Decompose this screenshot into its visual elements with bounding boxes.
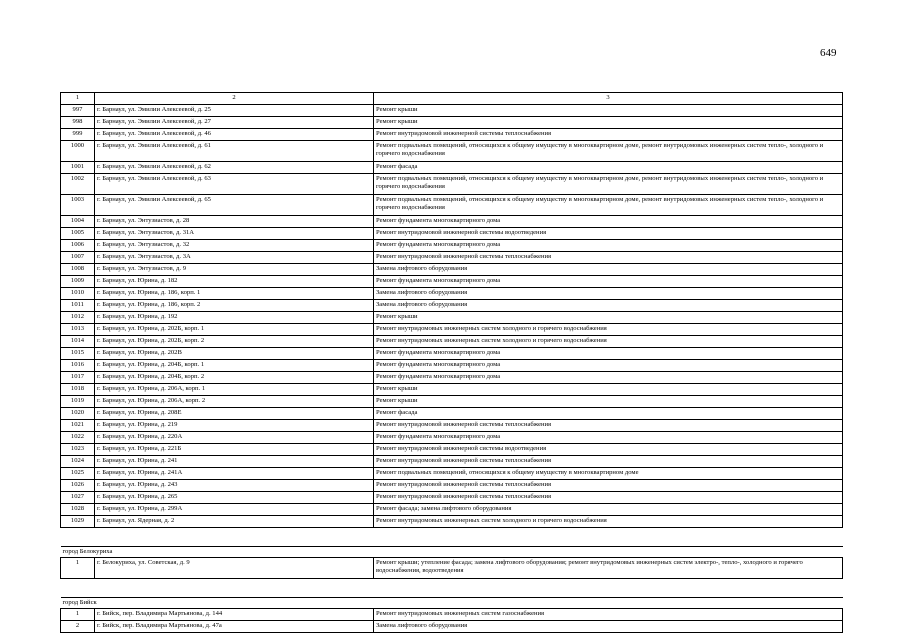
work-type-cell: Ремонт подвальных помещений, относящихся к общему имуществу в многоквартирном доме, ремонт внутридомовых инженерных систем тепло-, холодного и горячего водоснабжения	[374, 141, 843, 162]
address-cell: г. Бийск, пер. Владимира Мартьянова, д. 47а	[95, 621, 374, 633]
row-number-cell: 1	[61, 558, 95, 579]
address-cell: г. Барнаул, ул. Юрина, д. 204Б, корп. 2	[95, 372, 374, 384]
table-row	[61, 558, 843, 579]
work-type-cell: Замена лифтового оборудования	[374, 300, 843, 312]
address-cell: г. Барнаул, ул. Юрина, д. 182	[95, 276, 374, 288]
table-row	[61, 312, 843, 324]
row-number-cell: 1002	[61, 174, 95, 195]
row-number-cell: 1023	[61, 444, 95, 456]
work-type-cell: Ремонт фасада; замена лифтового оборудования	[374, 504, 843, 516]
table-row	[61, 129, 843, 141]
work-type-cell: Ремонт крыши	[374, 105, 843, 117]
section-heading: город Белокуриха	[61, 547, 843, 558]
row-number-cell: 1007	[61, 252, 95, 264]
table-row	[61, 444, 843, 456]
section-spacer	[61, 579, 843, 598]
work-type-cell: Ремонт внутридомовой инженерной системы водоотведения	[374, 444, 843, 456]
row-number-cell: 1001	[61, 162, 95, 174]
row-number-cell: 997	[61, 105, 95, 117]
table-row	[61, 336, 843, 348]
table-row	[61, 432, 843, 444]
row-number-cell: 1019	[61, 396, 95, 408]
row-number-cell: 1013	[61, 324, 95, 336]
work-type-cell: Ремонт подвальных помещений, относящихся к общему имуществу в многоквартирном доме, ремонт внутридомовых инженерных систем тепло-, холодного и горячего водоснабжения	[374, 174, 843, 195]
row-number-cell: 1011	[61, 300, 95, 312]
address-cell: г. Барнаул, ул. Юрина, д. 299А	[95, 504, 374, 516]
table-row	[61, 252, 843, 264]
address-cell: г. Барнаул, ул. Юрина, д. 219	[95, 420, 374, 432]
work-type-cell: Ремонт внутридомовых инженерных систем холодного и горячего водоснабжения	[374, 516, 843, 528]
work-type-cell: Ремонт подвальных помещений, относящихся к общему имуществу в многоквартирном доме, ремонт внутридомовых инженерных систем тепло-, холодного и горячего водоснабжения	[374, 195, 843, 216]
row-number-cell: 1018	[61, 384, 95, 396]
address-cell: г. Барнаул, ул. Энтузиастов, д. 32	[95, 240, 374, 252]
row-number-cell: 999	[61, 129, 95, 141]
work-type-cell: Ремонт внутридомовых инженерных систем холодного и горячего водоснабжения	[374, 336, 843, 348]
work-type-cell: Ремонт фасада	[374, 162, 843, 174]
table-row	[61, 420, 843, 432]
address-cell: г. Барнаул, ул. Юрина, д. 206А, корп. 1	[95, 384, 374, 396]
address-cell: г. Барнаул, ул. Энтузиастов, д. 9	[95, 264, 374, 276]
page-number: 649	[820, 47, 837, 59]
address-cell: г. Барнаул, ул. Юрина, д. 208Е	[95, 408, 374, 420]
table-row	[61, 162, 843, 174]
table-row	[61, 348, 843, 360]
work-type-cell: Замена лифтового оборудования	[374, 621, 843, 633]
address-cell: г. Барнаул, ул. Эмилии Алексеевой, д. 27	[95, 117, 374, 129]
work-type-cell: Ремонт крыши	[374, 396, 843, 408]
table-row	[61, 117, 843, 129]
address-cell: г. Бийск, пер. Владимира Мартьянова, д. 144	[95, 609, 374, 621]
row-number-cell: 2	[61, 621, 95, 633]
row-number-cell: 1004	[61, 216, 95, 228]
address-cell: г. Барнаул, ул. Юрина, д. 202Б, корп. 1	[95, 324, 374, 336]
work-type-cell: Ремонт крыши	[374, 384, 843, 396]
row-number-cell: 1014	[61, 336, 95, 348]
work-type-cell: Ремонт внутридомовой инженерной системы теплоснабжения	[374, 456, 843, 468]
table-row	[61, 228, 843, 240]
table-row	[61, 324, 843, 336]
address-cell: г. Барнаул, ул. Энтузиастов, д. 3А	[95, 252, 374, 264]
table-row	[61, 504, 843, 516]
address-cell: г. Белокуриха, ул. Советская, д. 9	[95, 558, 374, 579]
table-row	[61, 609, 843, 621]
work-type-cell: Ремонт крыши	[374, 312, 843, 324]
work-type-cell: Ремонт фундамента многоквартирного дома	[374, 372, 843, 384]
work-type-cell: Замена лифтового оборудования	[374, 288, 843, 300]
row-number-cell: 1009	[61, 276, 95, 288]
work-type-cell: Ремонт фундамента многоквартирного дома	[374, 276, 843, 288]
work-type-cell: Ремонт внутридомовой инженерной системы теплоснабжения	[374, 420, 843, 432]
row-number-cell: 1024	[61, 456, 95, 468]
address-cell: г. Барнаул, ул. Юрина, д. 243	[95, 480, 374, 492]
work-type-cell: Замена лифтового оборудования	[374, 264, 843, 276]
column-header-2: 2	[95, 93, 374, 105]
row-number-cell: 1015	[61, 348, 95, 360]
address-cell: г. Барнаул, ул. Юрина, д. 241	[95, 456, 374, 468]
work-type-cell: Ремонт фундамента многоквартирного дома	[374, 240, 843, 252]
table-row	[61, 288, 843, 300]
repair-register-table	[60, 92, 843, 633]
table-row	[61, 480, 843, 492]
work-type-cell: Ремонт внутридомовой инженерной системы теплоснабжения	[374, 129, 843, 141]
row-number-cell: 1027	[61, 492, 95, 504]
table-row	[61, 621, 843, 633]
table-row	[61, 276, 843, 288]
row-number-cell: 1020	[61, 408, 95, 420]
work-type-cell: Ремонт фундамента многоквартирного дома	[374, 216, 843, 228]
row-number-cell: 1012	[61, 312, 95, 324]
work-type-cell: Ремонт фундамента многоквартирного дома	[374, 348, 843, 360]
table-row	[61, 105, 843, 117]
row-number-cell: 1022	[61, 432, 95, 444]
table-body	[61, 93, 843, 633]
work-type-cell: Ремонт внутридомовой инженерной системы теплоснабжения	[374, 492, 843, 504]
row-number-cell: 1029	[61, 516, 95, 528]
column-header-1: 1	[61, 93, 95, 105]
row-number-cell: 1028	[61, 504, 95, 516]
address-cell: г. Барнаул, ул. Юрина, д. 186, корп. 2	[95, 300, 374, 312]
table-row	[61, 492, 843, 504]
work-type-cell: Ремонт фасада	[374, 408, 843, 420]
address-cell: г. Барнаул, ул. Энтузиастов, д. 28	[95, 216, 374, 228]
table-header-row	[61, 93, 843, 105]
work-type-cell: Ремонт подвальных помещений, относящихся к общему имуществу в многоквартирном доме	[374, 468, 843, 480]
address-cell: г. Барнаул, ул. Эмилии Алексеевой, д. 61	[95, 141, 374, 162]
address-cell: г. Барнаул, ул. Эмилии Алексеевой, д. 65	[95, 195, 374, 216]
section-heading: город Бийск	[61, 598, 843, 609]
address-cell: г. Барнаул, ул. Энтузиастов, д. 31А	[95, 228, 374, 240]
row-number-cell: 1005	[61, 228, 95, 240]
row-number-cell: 1025	[61, 468, 95, 480]
row-number-cell: 1000	[61, 141, 95, 162]
table-row	[61, 408, 843, 420]
row-number-cell: 1017	[61, 372, 95, 384]
address-cell: г. Барнаул, ул. Юрина, д. 265	[95, 492, 374, 504]
section-heading-row	[61, 598, 843, 609]
work-type-cell: Ремонт внутридомовой инженерной системы теплоснабжения	[374, 252, 843, 264]
table-row	[61, 141, 843, 162]
section-heading-row	[61, 547, 843, 558]
address-cell: г. Барнаул, ул. Эмилии Алексеевой, д. 25	[95, 105, 374, 117]
address-cell: г. Барнаул, ул. Юрина, д. 204Б, корп. 1	[95, 360, 374, 372]
row-number-cell: 1010	[61, 288, 95, 300]
work-type-cell: Ремонт фундамента многоквартирного дома	[374, 432, 843, 444]
row-number-cell: 1021	[61, 420, 95, 432]
work-type-cell: Ремонт внутридомовой инженерной системы теплоснабжения	[374, 480, 843, 492]
table-row	[61, 240, 843, 252]
section-spacer-cell	[61, 579, 843, 598]
row-number-cell: 1006	[61, 240, 95, 252]
row-number-cell: 1	[61, 609, 95, 621]
address-cell: г. Барнаул, ул. Эмилии Алексеевой, д. 63	[95, 174, 374, 195]
address-cell: г. Барнаул, ул. Юрина, д. 192	[95, 312, 374, 324]
work-type-cell: Ремонт внутридомовых инженерных систем холодного и горячего водоснабжения	[374, 324, 843, 336]
row-number-cell: 1003	[61, 195, 95, 216]
address-cell: г. Барнаул, ул. Юрина, д. 221Б	[95, 444, 374, 456]
row-number-cell: 998	[61, 117, 95, 129]
work-type-cell: Ремонт крыши; утепление фасада; замена лифтового оборудования; ремонт внутридомовых инженерных систем электро-, тепло-, холодного и горячего водоснабжения, водоотведения	[374, 558, 843, 579]
table-row	[61, 174, 843, 195]
table-row	[61, 264, 843, 276]
table-row	[61, 396, 843, 408]
table-row	[61, 360, 843, 372]
work-type-cell: Ремонт внутридомовых инженерных систем газоснабжения	[374, 609, 843, 621]
row-number-cell: 1008	[61, 264, 95, 276]
address-cell: г. Барнаул, ул. Юрина, д. 186, корп. 1	[95, 288, 374, 300]
row-number-cell: 1016	[61, 360, 95, 372]
column-header-3: 3	[374, 93, 843, 105]
row-number-cell: 1026	[61, 480, 95, 492]
address-cell: г. Барнаул, ул. Юрина, д. 206А, корп. 2	[95, 396, 374, 408]
table-row	[61, 372, 843, 384]
work-type-cell: Ремонт крыши	[374, 117, 843, 129]
table-row	[61, 195, 843, 216]
table-row	[61, 468, 843, 480]
address-cell: г. Барнаул, ул. Ядерная, д. 2	[95, 516, 374, 528]
work-type-cell: Ремонт внутридомовой инженерной системы водоотведения	[374, 228, 843, 240]
address-cell: г. Барнаул, ул. Юрина, д. 202Б, корп. 2	[95, 336, 374, 348]
section-spacer-cell	[61, 528, 843, 547]
address-cell: г. Барнаул, ул. Юрина, д. 241А	[95, 468, 374, 480]
table-row	[61, 516, 843, 528]
address-cell: г. Барнаул, ул. Эмилии Алексеевой, д. 46	[95, 129, 374, 141]
table-row	[61, 384, 843, 396]
table-row	[61, 300, 843, 312]
table-row	[61, 216, 843, 228]
address-cell: г. Барнаул, ул. Юрина, д. 220А	[95, 432, 374, 444]
address-cell: г. Барнаул, ул. Эмилии Алексеевой, д. 62	[95, 162, 374, 174]
address-cell: г. Барнаул, ул. Юрина, д. 202В	[95, 348, 374, 360]
section-spacer	[61, 528, 843, 547]
work-type-cell: Ремонт фундамента многоквартирного дома	[374, 360, 843, 372]
table-row	[61, 456, 843, 468]
